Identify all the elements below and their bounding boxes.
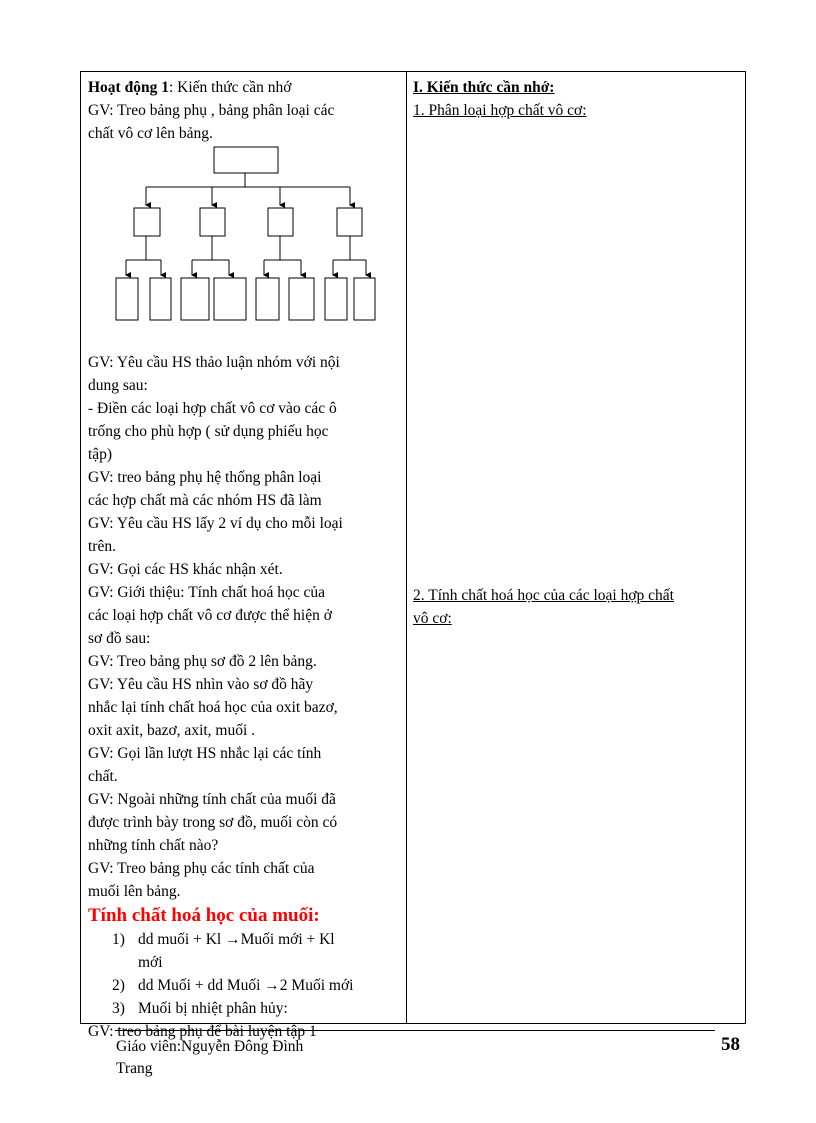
text-line: GV: Gọi lần lượt HS nhắc lại các tính — [88, 745, 322, 762]
text-line: muối lên bảng. — [88, 883, 181, 900]
section-classification: 1. Phân loại hợp chất vô cơ: — [413, 102, 587, 119]
text-line: GV: Treo bảng phụ sơ đồ 2 lên bảng. — [88, 653, 317, 670]
leaf-box — [289, 278, 314, 320]
text-line: oxit axit, bazơ, axit, muối . — [88, 722, 256, 739]
section-properties: 2. Tính chất hoá học của các loại hợp chất — [413, 587, 674, 604]
salt-property-item — [88, 974, 400, 997]
text-line: - Điền các loại hợp chất vô cơ vào các ô — [88, 400, 337, 417]
root-box — [214, 147, 278, 173]
text-line: chất vô cơ lên bảng. — [88, 125, 213, 142]
text-line: GV: Treo bảng phụ các tính chất của — [88, 860, 315, 877]
item-text: dd muối + Kl →Muối mới + Kl — [138, 931, 335, 948]
leaf-box — [181, 278, 209, 320]
text-line: GV: Yêu cầu HS lấy 2 ví dụ cho mỗi loại — [88, 515, 343, 532]
text-line: tập) — [88, 446, 113, 463]
level2-box — [134, 208, 160, 236]
salt-property-item — [88, 928, 400, 974]
text-line: các loại hợp chất vô cơ được thể hiện ở — [88, 607, 332, 624]
salt-properties-heading: Tính chất hoá học của muối: — [88, 905, 320, 926]
footer-rule — [115, 1030, 715, 1031]
leaf-box — [354, 278, 375, 320]
knowledge-column — [413, 76, 743, 630]
text-line: GV: treo bảng phụ để bài luyện tập 1 — [88, 1023, 317, 1040]
text-line: GV: Gọi các HS khác nhận xét. — [88, 561, 283, 578]
text-line: nhắc lại tính chất hoá học của oxit bazơ, — [88, 699, 338, 716]
item-text: dd Muối + dd Muối →2 Muối mới — [138, 977, 354, 994]
activity-steps — [88, 351, 400, 903]
leaf-box — [325, 278, 347, 320]
teacher-line: Trang — [116, 1060, 153, 1077]
text-line: các hợp chất mà các nhóm HS đã làm — [88, 492, 322, 509]
column-divider — [406, 72, 407, 1023]
salt-property-item — [88, 997, 400, 1020]
text-line: sơ đồ sau: — [88, 630, 151, 647]
classification-diagram — [88, 145, 400, 351]
activity-title-rest: : Kiến thức cần nhớ — [168, 79, 292, 96]
item-text-cont: mới — [138, 954, 163, 971]
leaf-box — [150, 278, 171, 320]
footer-teacher — [116, 1036, 376, 1080]
item-number: 1) — [112, 931, 125, 948]
lesson-table — [80, 71, 746, 1040]
text-line: GV: treo bảng phụ hệ thống phân loại — [88, 469, 322, 486]
teacher-activity-column — [88, 76, 400, 1043]
text-line: GV: Giới thiệu: Tính chất hoá học của — [88, 584, 326, 601]
text-line: GV: Yêu cầu HS nhìn vào sơ đồ hãy — [88, 676, 314, 693]
item-number: 2) — [112, 977, 125, 994]
classification-tree — [88, 145, 400, 351]
level2-box — [200, 208, 225, 236]
level2-box — [268, 208, 293, 236]
text-line: trống cho phù hợp ( sử dụng phiếu học — [88, 423, 329, 440]
level2-box — [337, 208, 362, 236]
text-line: chất. — [88, 768, 118, 785]
text-line: GV: Ngoài những tính chất của muối đã — [88, 791, 336, 808]
text-line: dung sau: — [88, 377, 148, 394]
knowledge-heading: I. Kiến thức cần nhớ: — [413, 79, 555, 96]
teacher-line: Giáo viên:Nguyễn Đông Đình — [116, 1038, 304, 1055]
text-line: GV: Treo bảng phụ , bảng phân loại các — [88, 102, 335, 119]
activity-label: Hoạt động 1 — [88, 79, 169, 96]
item-number: 3) — [112, 1000, 125, 1017]
text-line: trên. — [88, 538, 116, 555]
blank-space — [413, 122, 743, 584]
text-line: được trình bày trong sơ đồ, muối còn có — [88, 814, 338, 831]
leaf-box — [116, 278, 138, 320]
text-line: những tính chất nào? — [88, 837, 219, 854]
leaf-box — [214, 278, 246, 320]
section-properties-cont: vô cơ: — [413, 610, 452, 627]
leaf-box — [256, 278, 279, 320]
text-line: GV: Yêu cầu HS thảo luận nhóm với nội — [88, 354, 340, 371]
activity-title — [88, 76, 400, 99]
item-text: Muối bị nhiệt phân hủy: — [138, 1000, 288, 1017]
page-number: 58 — [721, 1034, 740, 1055]
